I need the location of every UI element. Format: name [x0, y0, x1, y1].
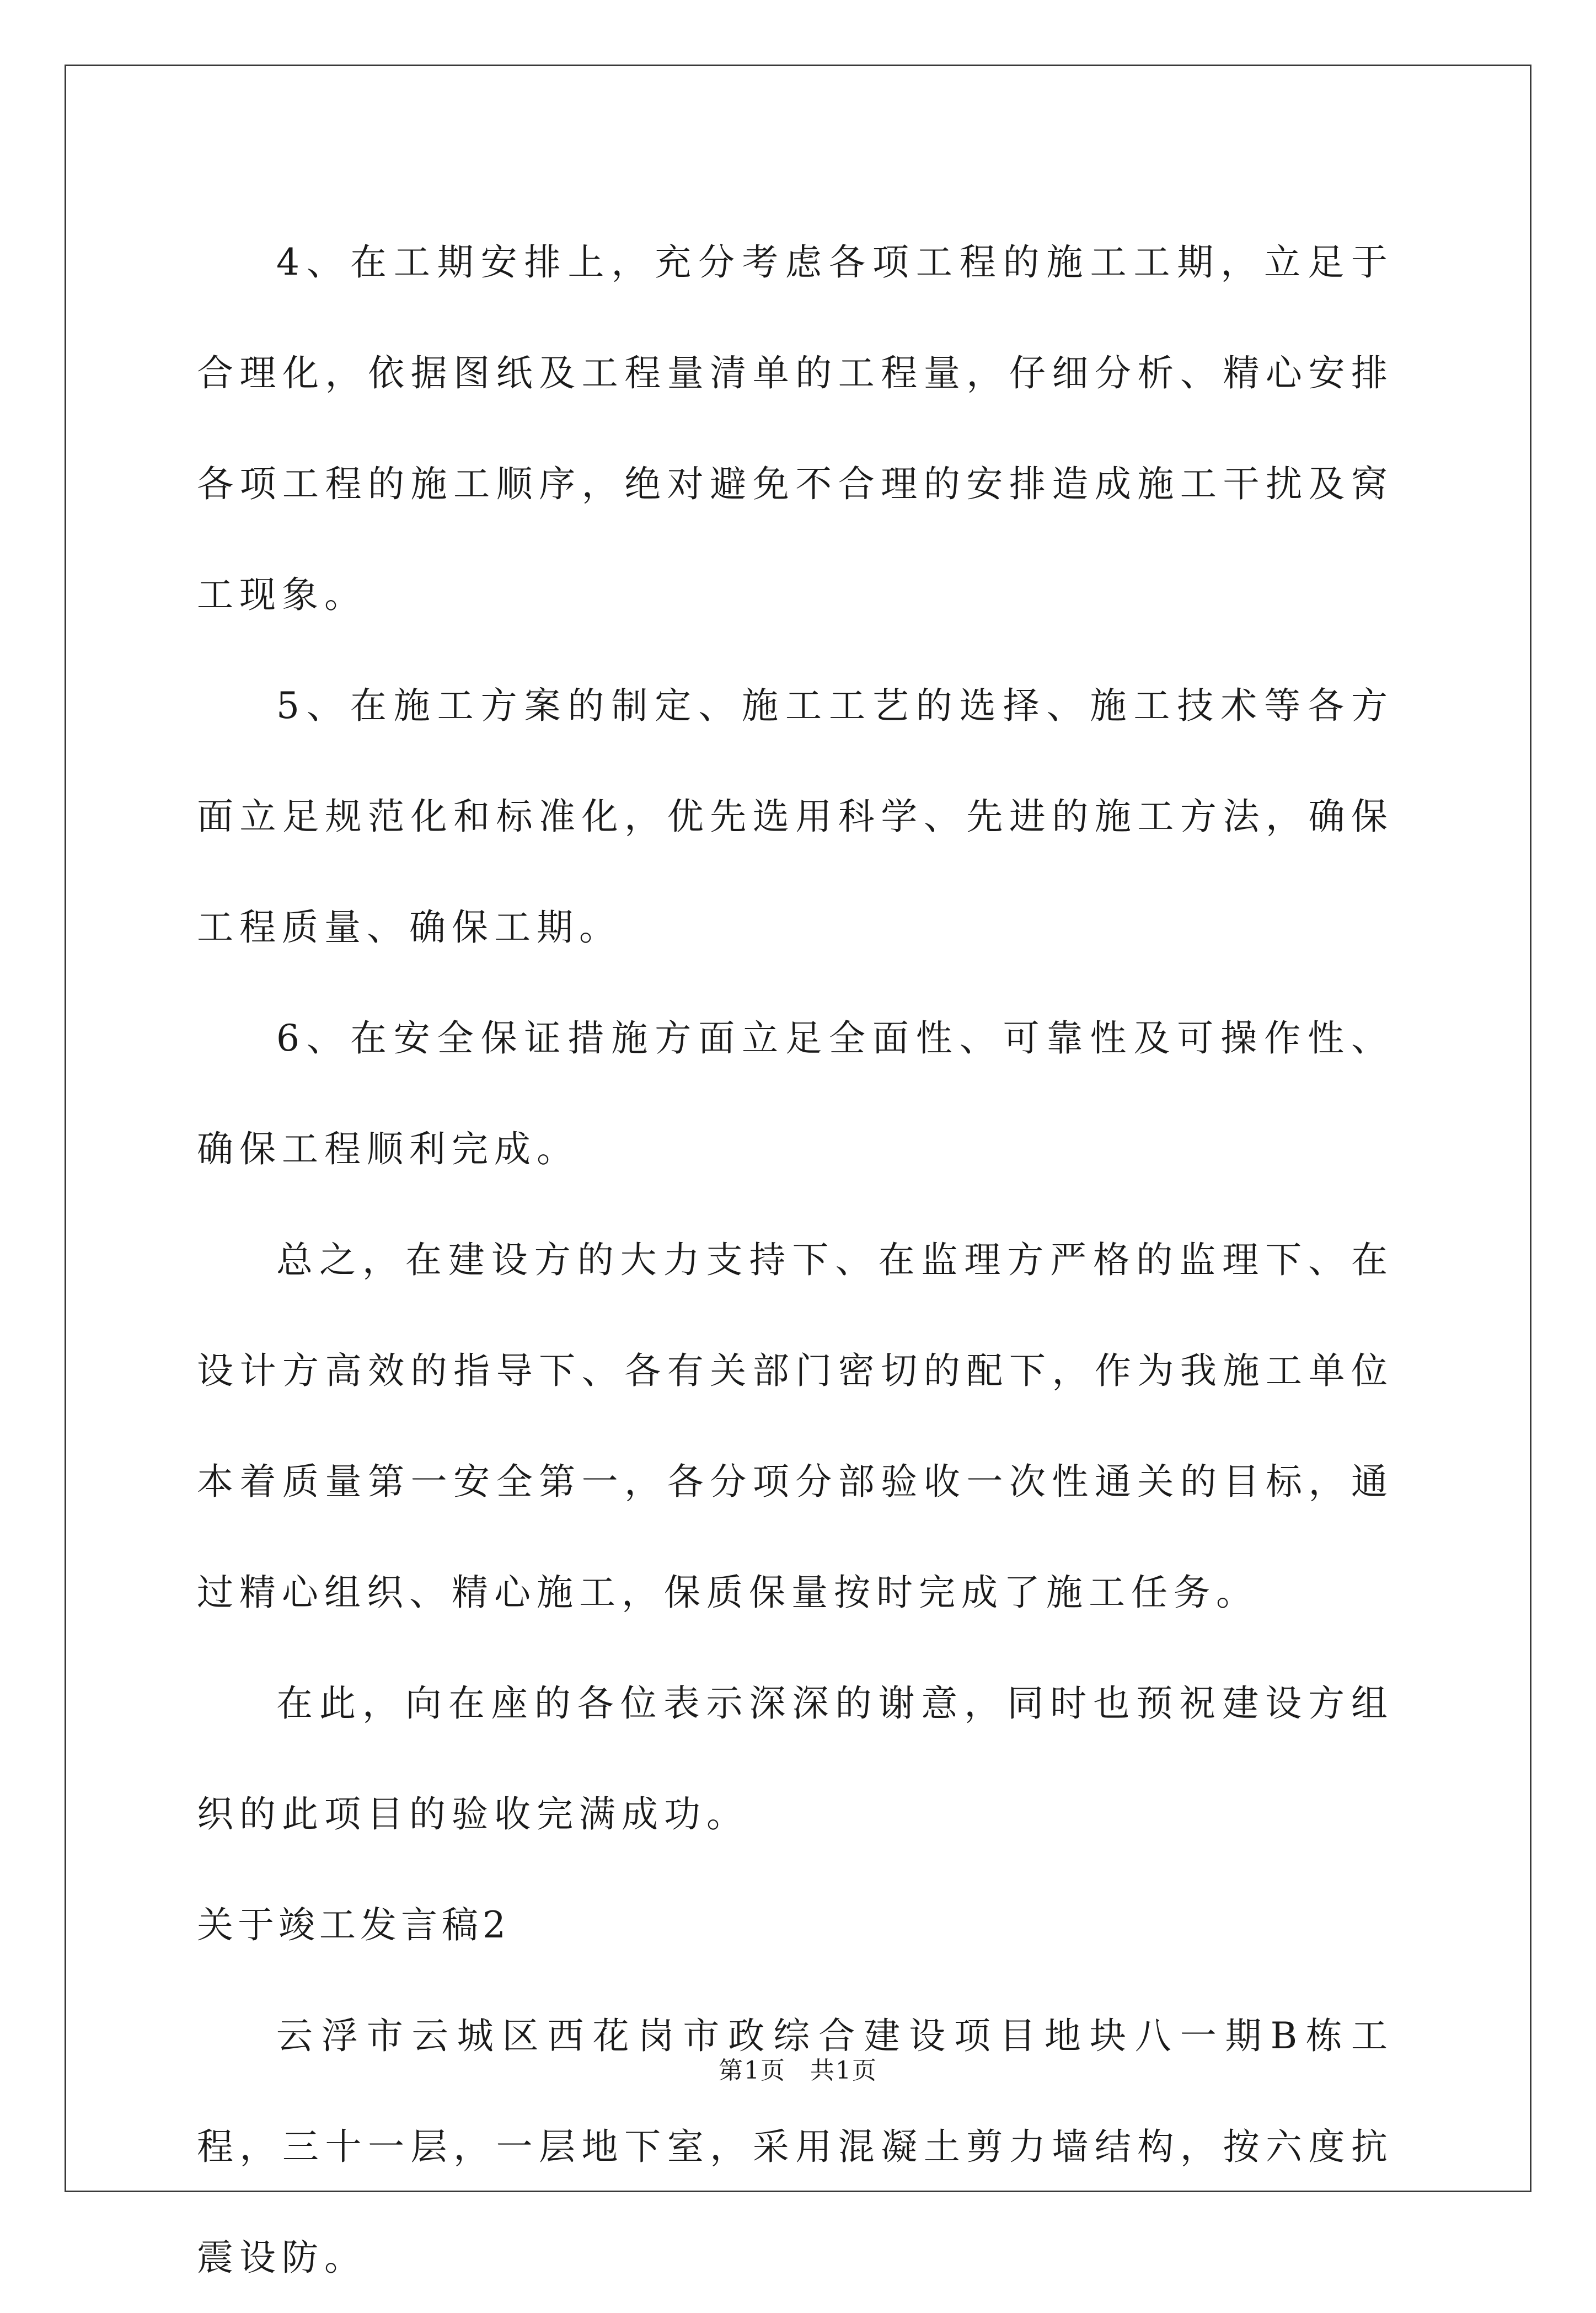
section-heading: 关于竣工发言稿2: [197, 1904, 510, 1946]
paragraph-item-5: 5、在施工方案的制定、施工工艺的选择、施工技术等各方面立足规范化和标准化，优先选用科学、先进的施工方法，确保工程质量、确保工期。: [197, 684, 1394, 949]
page-total: 共1页: [810, 2057, 877, 2085]
paragraph-item-4: 4、在工期安排上，充分考虑各项工程的施工工期，立足于合理化，依据图纸及工程量清单的工程量，仔细分析、精心安排各项工程的施工顺序，绝对避免不合理的安排造成施工干扰及窝工现象。: [197, 241, 1394, 616]
paragraph-thanks: 在此，向在座的各位表示深深的谢意，同时也预祝建设方组织的此项目的验收完满成功。: [197, 1682, 1394, 1835]
paragraph-project-description: 云浮市云城区西花岗市政综合建设项目地块八一期B栋工程，三十一层，一层地下室，采用混凝土剪力墙结构，按六度抗震设防。: [197, 2015, 1394, 2279]
page-footer: [0, 2050, 1596, 2086]
paragraph-summary: 总之，在建设方的大力支持下、在监理方严格的监理下、在设计方高效的指导下、各有关部门密切的配下，作为我施工单位本着质量第一安全第一，各分项分部验收一次性通关的目标，通过精心组织、精心施工，保质保量按时完成了施工任务。: [197, 1239, 1394, 1614]
page-number: 第1页: [719, 2057, 786, 2085]
document-body: [197, 207, 1394, 2313]
paragraph-item-6: 6、在安全保证措施方面立足全面性、可靠性及可操作性、确保工程顺利完成。: [197, 1017, 1394, 1170]
